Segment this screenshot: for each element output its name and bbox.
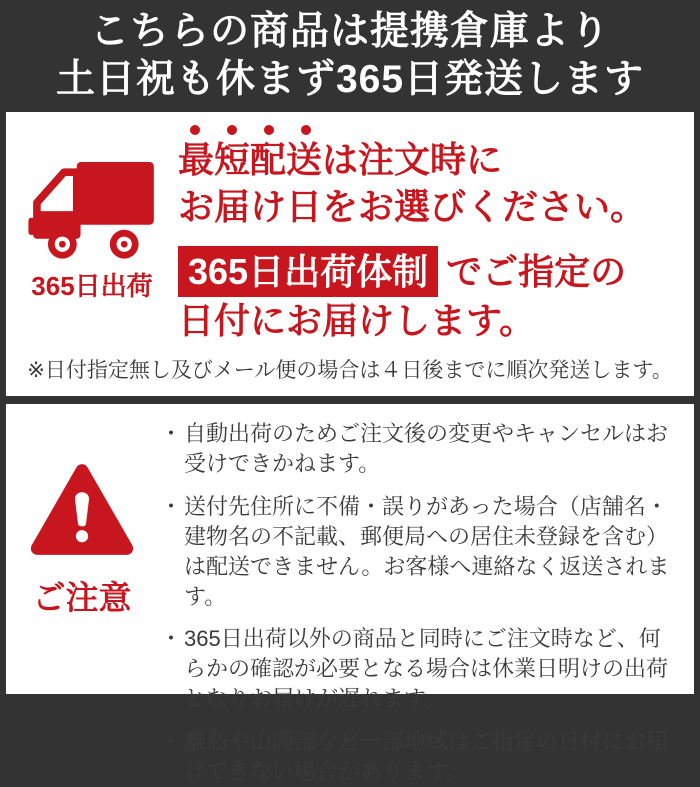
- bullet-marker: ・: [160, 421, 183, 446]
- truck-caption: 365日出荷: [31, 271, 153, 301]
- shipping-headline-4: 日付にお届けします。: [178, 300, 536, 342]
- caution-panel: [6, 404, 694, 785]
- caution-bullet-3: [160, 624, 680, 714]
- bullet-marker: ・: [160, 493, 183, 519]
- emphasis-dots-icon: [178, 124, 694, 136]
- header-line-2: 土日祝も休まず365日発送します: [55, 58, 645, 101]
- shipping-panel: [6, 112, 694, 396]
- bullet-text: 365日出荷以外の商品と同時にご注文時など、何らかの確認が必要となる場合は休業日明けの出荷となりお届けが遅れます。: [184, 626, 669, 712]
- caution-caption: ご注意: [32, 579, 132, 616]
- bullet-text: 自動出荷のためご注文後の変更やキャンセルはお受けできかねます。: [184, 421, 669, 476]
- shipping-headline-3: [178, 246, 694, 297]
- warning-column: [6, 404, 158, 694]
- bullet-marker: ・: [160, 729, 183, 755]
- bullet-text: 離島や山間部など一部地域はご指定の日付にお届けできない場合があります。: [184, 729, 669, 785]
- header-line-1: こちらの商品は提携倉庫より: [89, 10, 610, 54]
- caution-bullet-list: [158, 404, 694, 785]
- shipping-note: ※日付指定無し及びメール便の場合は４日後までに順次発送します。: [27, 359, 673, 382]
- shipping-headline-2: お届け日をお選びください。: [178, 186, 647, 227]
- caution-bullet-4: [160, 727, 680, 787]
- bullet-text: 送付先住所に不備・誤りがあった場合（店舗名・建物名の不記載、郵便局への居住未登録を含む）は配送できません。お客様へ連絡なく返送されます。: [184, 493, 670, 609]
- caution-bullet-2: [160, 492, 680, 612]
- header-banner: [0, 0, 700, 112]
- panel-separator: [0, 396, 700, 404]
- caution-bullet-1: [160, 419, 680, 479]
- delivery-truck-icon: [28, 162, 156, 262]
- shipping-headline-1: 最短配送は注文時に: [178, 139, 503, 180]
- after-highlight-text: でご指定の: [446, 251, 627, 293]
- highlight-badge: 365日出荷体制: [178, 246, 438, 297]
- warning-triangle-icon: [28, 460, 136, 562]
- bullet-marker: ・: [160, 626, 183, 652]
